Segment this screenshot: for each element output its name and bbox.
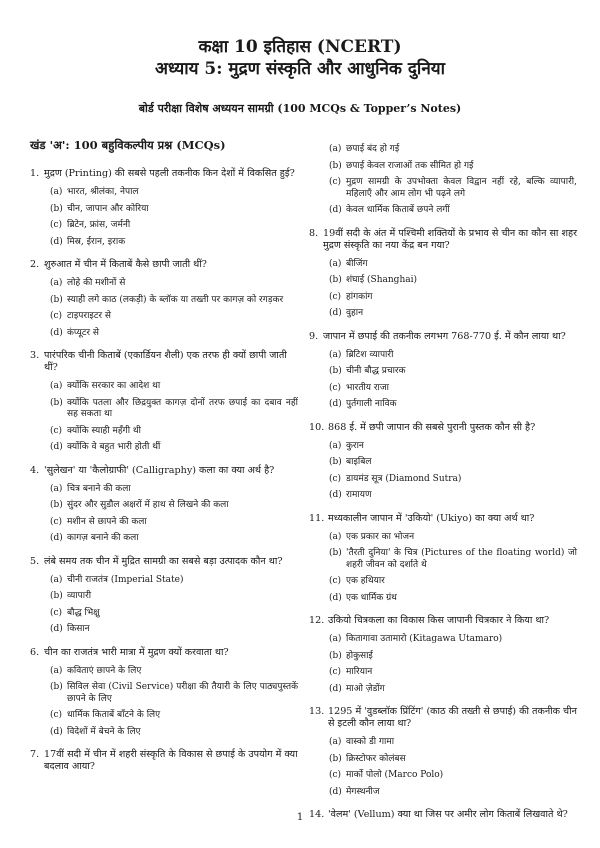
option-text: चित्र बनाने की कला (67, 483, 131, 494)
option-b (50, 204, 298, 216)
option-label: (b) (50, 397, 63, 408)
question-8 (309, 228, 577, 320)
question-text: लंबे समय तक चीन में मुद्रित सामग्री का सबसे बड़ा उत्पादक कौन था? (44, 555, 283, 567)
option-label: (d) (329, 490, 342, 500)
option-label: (d) (329, 786, 342, 797)
option-text: हांगकांग (346, 291, 373, 302)
question-9 (309, 331, 577, 411)
options-list (309, 144, 577, 217)
option-text: ब्रिटिश व्यापारी (346, 349, 394, 360)
question-4 (30, 465, 298, 545)
option-label: (c) (50, 220, 63, 230)
option-a (329, 532, 577, 544)
option-label: (a) (329, 737, 342, 747)
option-text: केवल धार्मिक किताबें छपने लगीं (346, 205, 450, 215)
option-a (329, 350, 577, 362)
option-label: (d) (329, 308, 342, 318)
option-a (329, 441, 577, 453)
option-label: (b) (329, 457, 342, 467)
options-list (309, 532, 577, 605)
option-d (329, 205, 577, 217)
options-list (30, 187, 298, 248)
option-text: कुरान (346, 440, 364, 451)
question-7-options-continued (309, 144, 577, 217)
option-text: मिस्र, ईरान, इराक (67, 236, 126, 247)
question-number: 4. (30, 464, 40, 476)
option-text: किसान (67, 624, 90, 634)
option-text: क्रिस्टोफर कोलंबस (346, 753, 406, 764)
option-text: वुहान (346, 308, 364, 318)
option-text: क्योंकि पतला और छिद्रयुक्त कागज़ दोनों तरफ छपाई का दबाव नहीं सह सकता था (67, 397, 298, 419)
option-d (329, 399, 577, 411)
option-text: कितागावा उतामारो (Kitagawa Utamaro) (346, 634, 503, 644)
option-label: (c) (50, 516, 63, 527)
question-text: पारंपरिक चीनी किताबें (एकार्डियन शैली) एक तरफ ही क्यों छापी जाती थीं? (44, 350, 287, 373)
option-label: (d) (50, 624, 63, 634)
question-number: 13. (309, 706, 325, 717)
option-text: कागज़ बनाने की कला (67, 533, 139, 543)
chapter-title: अध्याय 5: मुद्रण संस्कृति और आधुनिक दुनिया (154, 59, 446, 79)
option-a (329, 259, 577, 271)
question-12 (309, 615, 577, 695)
document-subtitle: बोर्ड परीक्षा विशेष अध्ययन सामग्री (100 MCQs & Topper’s Notes) (138, 102, 462, 115)
option-c (329, 177, 577, 200)
question-text: चीन का राजतंत्र भारी मात्रा में मुद्रण क्यों करवाता था? (44, 646, 229, 658)
option-label: (b) (329, 366, 342, 376)
option-c (329, 667, 577, 679)
option-c (50, 517, 298, 529)
option-text: मेगस्थनीज (346, 786, 380, 797)
option-text: विदेशों में बेचने के लिए (67, 726, 141, 737)
option-c (329, 770, 577, 782)
option-label: (c) (329, 576, 342, 586)
option-label: (a) (50, 574, 63, 585)
option-b (50, 500, 298, 512)
options-list (30, 575, 298, 636)
option-label: (d) (50, 726, 63, 737)
option-b (50, 398, 298, 421)
option-b (50, 591, 298, 603)
option-c (329, 292, 577, 304)
option-label: (c) (329, 667, 342, 677)
option-label: (d) (329, 683, 342, 694)
option-label: (c) (329, 177, 342, 187)
option-label: (a) (329, 531, 342, 542)
question-number: 2. (30, 259, 40, 270)
option-text: मशीन से छापने की कला (67, 516, 147, 527)
option-c (50, 311, 298, 323)
option-text: बीजिंग (346, 258, 368, 269)
option-label: (a) (50, 278, 63, 288)
option-label: (c) (329, 473, 342, 484)
option-label: (a) (329, 258, 342, 269)
option-text: स्याही लगे काठ (लकड़ी) के ब्लॉक या तख्ती पर कागज़ को रगड़कर (67, 294, 284, 305)
option-d (329, 787, 577, 799)
option-text: क्योंकि स्याही महँगी थी (67, 425, 141, 436)
question-text: 'वेलम' (Vellum) क्या था जिस पर अमीर लोग किताबें लिखवाते थे? (328, 809, 568, 820)
option-a (50, 381, 298, 393)
question-1 (30, 168, 298, 248)
option-a (50, 484, 298, 496)
question-text: 1295 में 'वुडब्लॉक प्रिंटिंग' (काठ की तख्ती से छपाई) की तकनीक चीन से इटली कौन लाया था? (328, 706, 577, 729)
option-d (50, 533, 298, 545)
option-d (329, 308, 577, 320)
option-label: (a) (329, 634, 342, 644)
option-text: लोहे की मशीनों से (67, 278, 126, 288)
question-text: 19वीं सदी के अंत में पश्चिमी शक्तियों के प्रभाव से चीन का कौन सा शहर मुद्रण संस्कृति का नया केंद्र बन गया? (323, 227, 577, 251)
option-text: छपाई केवल राजाओं तक सीमित हो गई (346, 160, 474, 171)
option-c (50, 608, 298, 620)
option-label: (d) (50, 236, 63, 247)
section-title: खंड 'अ': 100 बहुविकल्पीय प्रश्न (MCQs) (30, 138, 226, 152)
options-list (309, 634, 577, 695)
option-b (50, 295, 298, 307)
question-text: जापान में छपाई की तकनीक लगभग 768-770 ई. में कौन लाया था? (323, 330, 566, 342)
option-label: (d) (329, 205, 342, 215)
option-text: चीनी बौद्ध प्रचारक (346, 366, 406, 376)
question-5 (30, 556, 298, 636)
option-text: पुर्तगाली नाविक (346, 399, 397, 409)
question-10 (309, 422, 577, 502)
option-text: क्योंकि वे बहुत भारी होती थीं (67, 442, 161, 452)
option-label: (a) (50, 665, 63, 676)
option-b (50, 682, 298, 705)
options-list (309, 737, 577, 798)
option-d (329, 490, 577, 502)
option-text: 'तैरती दुनिया' के चित्र (Pictures of the floating world) जो शहरी जीवन को दर्शाते थे (346, 548, 577, 570)
question-number: 1. (30, 168, 40, 179)
option-a (50, 666, 298, 678)
option-text: कविताएं छापने के लिए (67, 665, 142, 676)
option-text: शंघाई (Shanghai) (346, 275, 417, 285)
option-text: माओ ज़ेडोंग (346, 683, 385, 694)
question-text: उकियो चित्रकला का विकास किस जापानी चित्रकार ने किया था? (328, 615, 550, 626)
option-label: (b) (50, 682, 63, 692)
option-label: (c) (50, 311, 63, 321)
option-d (50, 624, 298, 636)
option-a (50, 575, 298, 587)
question-number: 12. (309, 615, 325, 626)
option-a (329, 634, 577, 646)
option-text: चीन, जापान और कोरिया (67, 203, 149, 214)
right-column (309, 144, 577, 832)
option-d (50, 442, 298, 454)
option-b (329, 548, 577, 571)
option-text: क्योंकि सरकार का आदेश था (67, 381, 161, 391)
left-column (30, 138, 298, 784)
option-label: (b) (50, 294, 63, 305)
option-text: टाइपराइटर से (67, 311, 111, 321)
option-label: (a) (329, 440, 342, 451)
option-text: कंप्यूटर से (67, 327, 100, 338)
option-text: छपाई बंद हो गई (346, 144, 400, 154)
option-label: (b) (329, 275, 342, 285)
document-header (0, 36, 600, 116)
question-text: मुद्रण (Printing) की सबसे पहली तकनीक किन देशों में विकसित हुई? (44, 168, 295, 179)
document-title: कक्षा 10 इतिहास (NCERT) (198, 37, 402, 57)
option-text: सिविल सेवा (Civil Service) परीक्षा की तैयारी के लिए पाठ्यपुस्तकें छापने के लिए (67, 682, 298, 704)
question-number: 6. (30, 646, 40, 658)
question-6 (30, 647, 298, 739)
option-label: (a) (50, 381, 63, 391)
option-c (329, 576, 577, 588)
question-7 (30, 749, 298, 773)
option-label: (c) (329, 770, 342, 780)
question-2 (30, 259, 298, 339)
option-text: भारत, श्रीलंका, नेपाल (67, 187, 139, 197)
question-number: 5. (30, 555, 40, 567)
options-list (30, 666, 298, 739)
option-label: (d) (50, 327, 63, 338)
question-text: 868 ई. में छपी जापान की सबसे पुरानी पुस्तक कौन सी है? (328, 421, 536, 433)
question-13 (309, 706, 577, 798)
option-b (329, 651, 577, 663)
option-label: (c) (329, 382, 342, 393)
option-a (329, 737, 577, 749)
option-text: डायमंड सूत्र (Diamond Sutra) (346, 473, 462, 484)
option-text: मारियान (346, 667, 373, 677)
question-number: 3. (30, 350, 40, 361)
option-text: एक प्रकार का भोजन (346, 531, 415, 542)
options-list (30, 278, 298, 339)
option-label: (b) (50, 591, 63, 601)
options-list (30, 381, 298, 454)
options-list (309, 259, 577, 320)
option-c (50, 220, 298, 232)
question-number: 14. (309, 809, 325, 820)
option-text: मार्को पोलो (Marco Polo) (346, 770, 444, 780)
option-text: व्यापारी (67, 591, 92, 601)
option-d (50, 237, 298, 249)
option-a (329, 144, 577, 156)
options-list (309, 350, 577, 411)
option-d (329, 684, 577, 696)
question-number: 7. (30, 749, 40, 760)
option-d (50, 328, 298, 340)
option-text: भारतीय राजा (346, 382, 389, 393)
option-label: (d) (329, 592, 342, 603)
question-number: 10. (309, 421, 325, 433)
option-label: (d) (50, 442, 63, 452)
option-text: सुंदर और सुडौल अक्षरों में हाथ से लिखने की कला (67, 500, 229, 510)
option-label: (a) (50, 483, 63, 494)
option-label: (c) (329, 291, 342, 302)
option-label: (c) (50, 607, 63, 618)
options-list (309, 441, 577, 502)
option-text: होकुसाई (346, 650, 373, 661)
option-text: एक हथियार (346, 576, 385, 586)
question-3 (30, 350, 298, 454)
option-label: (d) (329, 399, 342, 409)
option-c (329, 383, 577, 395)
option-text: चीनी राजतंत्र (Imperial State) (67, 574, 184, 585)
option-a (50, 187, 298, 199)
option-label: (c) (50, 710, 63, 720)
option-label: (b) (329, 548, 342, 558)
option-label: (b) (329, 160, 342, 171)
option-text: मुद्रण सामग्री के उपभोक्ता केवल विद्वान नहीं रहे, बल्कि व्यापारी, महिलाएँ और आम लोग भी पढ़ने लगे (346, 177, 577, 199)
option-d (50, 727, 298, 739)
option-text: एक धार्मिक ग्रंथ (346, 592, 397, 603)
option-b (329, 754, 577, 766)
options-list (30, 484, 298, 545)
option-c (329, 474, 577, 486)
option-text: बौद्ध भिक्षु (67, 607, 100, 618)
question-number: 9. (309, 330, 319, 342)
option-b (329, 161, 577, 173)
question-number: 11. (309, 512, 325, 524)
option-label: (b) (329, 650, 342, 661)
option-d (329, 593, 577, 605)
option-b (329, 457, 577, 469)
option-a (50, 278, 298, 290)
option-label: (d) (50, 533, 63, 543)
question-text: 'सुलेखन' या 'कैलोग्राफी' (Calligraphy) कला का क्या अर्थ है? (44, 464, 275, 476)
page-number: 1 (296, 812, 304, 823)
question-text: 17वीं सदी में चीन में शहरी संस्कृति के विकास से छपाई के उपयोग में क्या बदलाव आया? (44, 749, 298, 772)
question-text: मध्यकालीन जापान में 'उकियो' (Ukiyo) का क्या अर्थ था? (328, 512, 535, 524)
option-c (50, 426, 298, 438)
option-c (50, 710, 298, 722)
option-b (329, 366, 577, 378)
option-text: वास्को डी गामा (346, 737, 395, 747)
question-11 (309, 513, 577, 605)
question-number: 8. (309, 227, 319, 239)
option-label: (b) (50, 203, 63, 214)
option-label: (b) (329, 753, 342, 764)
option-label: (a) (329, 144, 342, 154)
option-text: रामायण (346, 490, 372, 500)
option-label: (b) (50, 500, 63, 510)
option-text: बाइबिल (346, 457, 372, 467)
option-text: ब्रिटेन, फ्रांस, जर्मनी (67, 220, 131, 230)
option-label: (c) (50, 425, 63, 436)
option-text: धार्मिक किताबें बाँटने के लिए (67, 710, 161, 720)
question-text: शुरुआत में चीन में किताबें कैसे छापी जाती थीं? (44, 259, 207, 270)
option-label: (a) (329, 349, 342, 360)
option-label: (a) (50, 187, 63, 197)
option-b (329, 275, 577, 287)
